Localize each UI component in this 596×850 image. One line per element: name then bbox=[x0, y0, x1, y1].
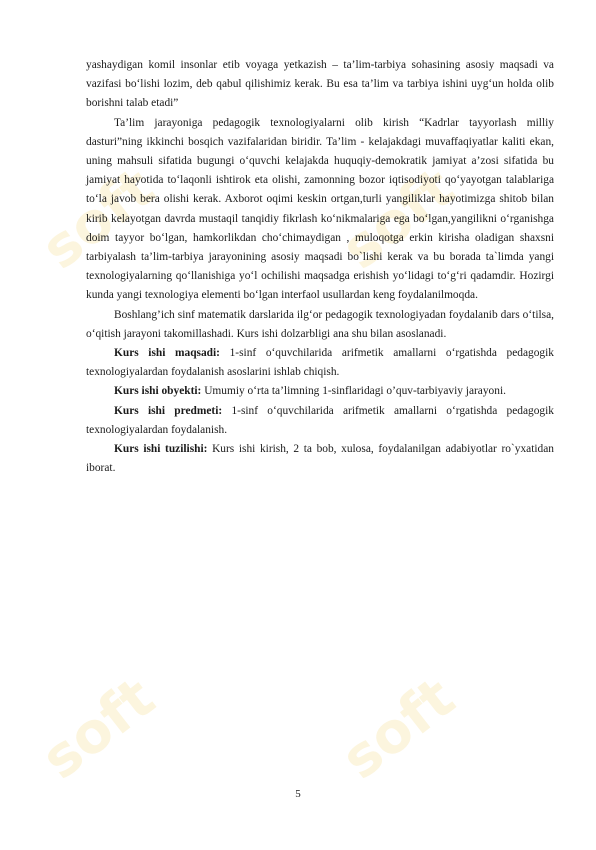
paragraph-text: Boshlang’ich sinf matematik darslarida ilg‘or pedagogik texnologiyadan foydalanib dars o‘tilsa, o‘qitish jarayoni takomillashadi. Kurs ishi dolzarbligi ana shu bilan asoslanadi. bbox=[86, 308, 554, 340]
watermark-text: soft bbox=[29, 665, 167, 793]
paragraph-text: Umumiy o‘rta ta’limning 1-sinflaridagi o’quv-tarbiyaviy jarayoni. bbox=[201, 385, 506, 398]
paragraph-structure bbox=[86, 440, 554, 478]
paragraph-label: Kurs ishi tuzilishi: bbox=[114, 443, 208, 456]
paragraph bbox=[86, 114, 554, 306]
page-number: 5 bbox=[295, 788, 301, 800]
watermark-text: soft bbox=[29, 155, 167, 283]
watermark-logo bbox=[0, 570, 260, 850]
paragraph-label: Kurs ishi maqsadi: bbox=[114, 347, 220, 360]
paragraph-text: Ta’lim jarayoniga pedagogik texnologiyalarni olib kirish “Kadrlar tayyorlash milliy dasturi”ning ikkinchi bosqich vazifalaridan biridir. Ta’lim - kelajakdagi muvaffaqiyatlar kaliti ekan, uning mahsuli sifatida bugungi o‘quvchi kelajakda huquqiy-demokratik jamiyat a’zosi sifatida bu jamiyat hayotida to‘laqonli ishtirok eta olishi, zamonning bozor iqtisodiyoti qo‘yayotgan talablariga to‘la javob bera olishi kerak. Axborot oqimi keskin ortgan,turli yangiliklar hayotimizga shitob bilan kirib kelayotgan davrda mustaqil tanqidiy fikrlash ko‘nikmalariga ega bo‘lgan,yangilikni o‘rganishga doim tayyor bo‘lgan, hamkorlikdan cho‘chimaydigan , muloqotga erkin kirisha oladigan shaxsni tarbiyalash ta’lim-tarbiya jarayonining asosiy maqsadi bo`lishi kerak va bu borada ta`limda yangi texnologiyalarning qo‘llanishiga yo‘l ochilishi maqsadga erishish yo‘lidagi to‘g‘ri qadamdir. Hozirgi kunda yangi texnologiya elementi bo‘lgan interfaol usullardan keng foydalanilmoqda. bbox=[86, 116, 554, 302]
paragraph bbox=[86, 306, 554, 344]
paragraph-text: yashaydigan komil insonlar etib voyaga yetkazish – ta’lim-tarbiya sohasining asosiy maqsadi va vazifasi bo‘lishi lozim, deb qabul qilishimiz kerak. Bu esa ta’lim va tarbiya ishini uyg‘un holda olib borishni talab etadi” bbox=[86, 59, 554, 110]
watermark-text: soft bbox=[329, 665, 467, 793]
body-text bbox=[86, 56, 554, 478]
paragraph-aim bbox=[86, 344, 554, 382]
paragraph-text: 1-sinf o‘quvchilarida arifmetik amallarni o‘rgatishda pedagogik texnologiyalardan foydalanish asoslarini ishlab chiqish. bbox=[86, 347, 554, 379]
watermark-text: soft bbox=[329, 155, 467, 283]
paragraph-object bbox=[86, 382, 554, 401]
paragraph-text: 1-sinf o‘quvchilarida arifmetik amallarni o‘rgatishda pedagogik texnologiyalardan foydalanish. bbox=[86, 404, 554, 436]
paragraph-label: Kurs ishi obyekti: bbox=[114, 385, 202, 398]
watermark-logo bbox=[280, 570, 561, 850]
paragraph bbox=[86, 56, 554, 114]
paragraph-subject bbox=[86, 402, 554, 440]
paragraph-text: Kurs ishi kirish, 2 ta bob, xulosa, foydalanilgan adabiyotlar ro`yxatidan iborat. bbox=[86, 443, 554, 475]
paragraph-label: Kurs ishi predmeti: bbox=[114, 404, 223, 417]
